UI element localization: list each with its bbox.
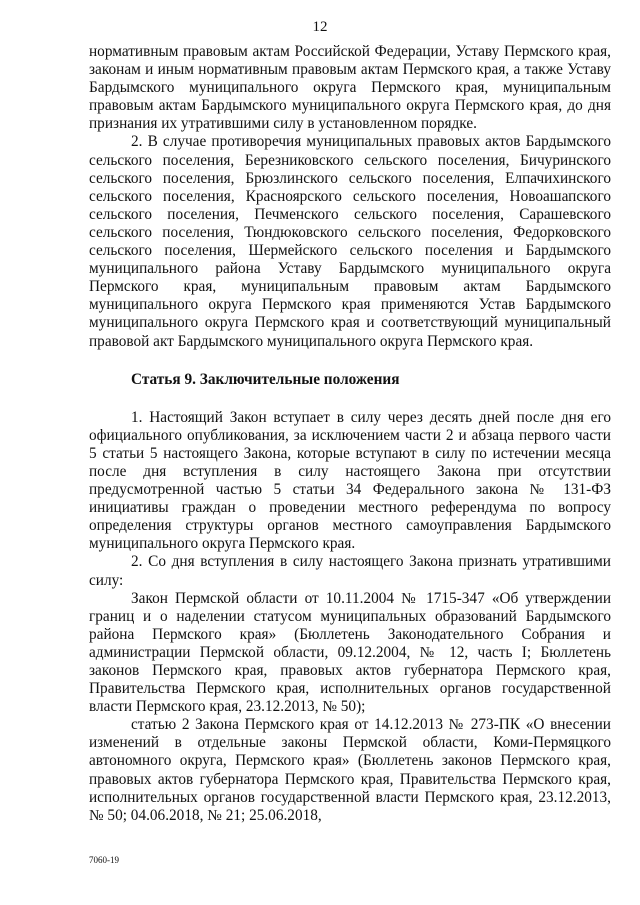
article-heading: Статья 9. Заключительные положения bbox=[131, 370, 400, 388]
paragraph-continuation: нормативным правовым актам Российской Федерации, Уставу Пермского края, законам и иным нормативным правовым актам Пермского края, а также Уставу Бардымского муниципального округа Пермского края, муниципальным правовым актам Бардымского муниципального округа Пермского края, до дня признания их утратившими силу в установленном порядке. bbox=[89, 43, 611, 133]
paragraph-item-2: 2. В случае противоречия муниципальных правовых актов Бардымского сельского поселения, Березниковского сельского поселения, Бичуринского сельского поселения, Брюзлинского сельского поселения, Елпачихинского сельского поселения, Красноярского сельского поселения, Новоашапского сельского поселения, Печменского сельского поселения, Сарашевского сельского поселения, Тюндюковского сельского поселения, Федорковского сельского поселения, Шермейского сельского поселения и Бардымского муниципального района Уставу Бардымского муниципального округа Пермского края, муниципальным правовым актам Бардымского муниципального округа Пермского края применяются Устав Бардымского муниципального округа Пермского края и соответствующий муниципальный правовой акт Бардымского муниципального округа Пермского края. bbox=[89, 133, 611, 350]
document-code: 7060-19 bbox=[89, 855, 119, 865]
page-number: 12 bbox=[312, 19, 328, 35]
article9-law-1: Закон Пермской области от 10.11.2004 № 1715-347 «Об утверждении границ и о наделении статусом муниципальных образований Бардымского района Пермского края» (Бюллетень Законодательного Собрания и администрации Пермской области, 09.12.2004, № 12, часть I; Бюллетень законов Пермского края, правовых актов губернатора Пермского края, Правительства Пермского края, исполнительных органов государственной власти Пермского края, 23.12.2013, № 50); bbox=[89, 589, 611, 716]
article9-item-1: 1. Настоящий Закон вступает в силу через десять дней после дня его официального опубликования, за исключением части 2 и абзаца первого части 5 статьи 5 настоящего Закона, которые вступают в силу по истечении месяца после дня вступления в силу настоящего Закона при отсутствии предусмотренной частью 5 статьи 34 Федерального закона № 131-ФЗ инициативы граждан о проведении местного референдума по вопросу определения структуры органов местного самоуправления Бардымского муниципального округа Пермского края. bbox=[89, 408, 611, 553]
article9-item-2: 2. Со дня вступления в силу настоящего Закона признать утратившими силу: bbox=[89, 553, 611, 589]
document-body bbox=[89, 43, 611, 825]
article9-law-2: статью 2 Закона Пермского края от 14.12.2013 № 273-ПК «О внесении изменений в отдельные законы Пермской области, Коми-Пермяцкого автономного округа, Пермского края» (Бюллетень законов Пермского края, правовых актов губернатора Пермского края, Правительства Пермского края, исполнительных органов государственной власти Пермского края, 23.12.2013, № 50; 04.06.2018, № 21; 25.06.2018, bbox=[89, 716, 611, 824]
